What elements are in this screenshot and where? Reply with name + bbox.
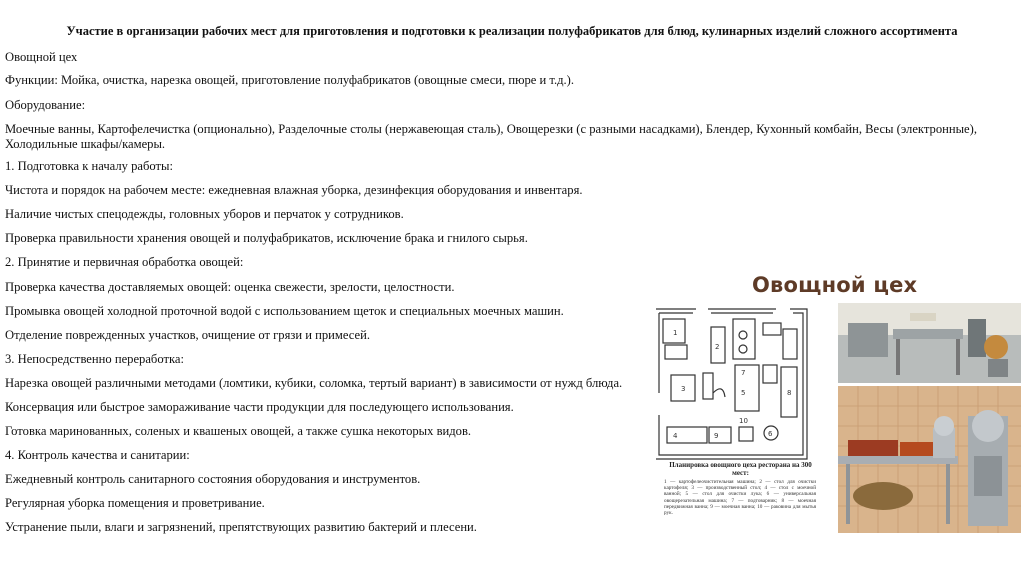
section-3-item: Готовка маринованных, соленых и квашеных овощей, а также сушка некоторых видов. [5,424,472,438]
workshop-name: Овощной цех [5,50,78,64]
section-3-item: Консервация или быстрое замораживание части продукции для последующего использования. [5,400,514,414]
plan-label: 7 [741,369,746,377]
section-4-heading: 4. Контроль качества и санитарии: [5,448,190,462]
section-2-heading: 2. Принятие и первичная обработка овощей: [5,255,244,269]
equipment-heading: Оборудование: [5,98,86,112]
plan-label: 1 [673,329,678,337]
section-1-item: Наличие чистых спецодежды, головных уборов и перчаток у сотрудников. [5,207,404,221]
plan-label: 4 [673,432,678,440]
equipment-list: Моечные ванны, Картофелечистка (опционально), Разделочные столы (нержавеющая сталь), Овощерезки (с разными насадками), Блендер, Кухонный комбайн, Весы (электронные), Холодильные шкафы/камеры. [5,122,977,151]
section-2-item: Проверка качества доставляемых овощей: оценка свежести, зрелости, целостности. [5,280,455,294]
page-title: Участие в организации рабочих мест для приготовления и подготовки к реализации полуфабрикатов для блюд, кулинарных изделий сложного ассортимента [66,24,958,38]
section-1-heading: 1. Подготовка к началу работы: [5,159,174,173]
section-2-item: Промывка овощей холодной проточной водой с использованием щеток и специальных моечных машин. [5,304,564,318]
plan-label: 5 [741,389,746,397]
plan-label: 9 [714,432,719,440]
workshop-photo-top [838,303,1021,383]
plan-label: 6 [768,430,773,438]
plan-caption: 1 — картофелеочистительная машина; 2 — стол для очистки картофеля; 3 — производственный стол; 4 — стол с моечной ванной; 5 — стол для очистки лука; 6 — универсальная овощерезательная машина; 7 — подтоварник; 8 — моечная передвижная ванна; 9 — моечная ванна; 10 — раковина для мытья рук. [664,479,816,517]
section-3-heading: 3. Непосредственно переработка: [5,352,184,366]
plan-label: 3 [681,385,686,393]
plan-caption-title: Планировка овощного цеха ресторана на 300 мест: [669,461,812,477]
plan-label: 10 [739,417,748,425]
section-1-item: Чистота и порядок на рабочем месте: ежедневная влажная уборка, дезинфекция оборудования и инвентаря. [5,183,583,197]
section-4-item: Устранение пыли, влаги и загрязнений, препятствующих развитию бактерий и плесени. [5,520,477,534]
plan-label: 8 [787,389,792,397]
workshop-photo-bottom [838,386,1021,533]
section-3-item: Нарезка овощей различными методами (ломтики, кубики, соломка, тертый вариант) в зависимости от нужд блюда. [5,376,623,390]
plan-label: 2 [715,343,720,351]
section-4-item: Ежедневный контроль санитарного состояния оборудования и инструментов. [5,472,421,486]
figure-title: Овощной цех [752,273,918,297]
functions-text: Функции: Мойка, очистка, нарезка овощей, приготовление полуфабрикатов (овощные смеси, пюре и т.д.). [5,73,575,87]
section-1-item: Проверка правильности хранения овощей и полуфабрикатов, исключение брака и гнилого сырья. [5,231,528,245]
section-4-item: Регулярная уборка помещения и проветривание. [5,496,265,510]
section-2-item: Отделение поврежденных участков, очищение от грязи и примесей. [5,328,371,342]
